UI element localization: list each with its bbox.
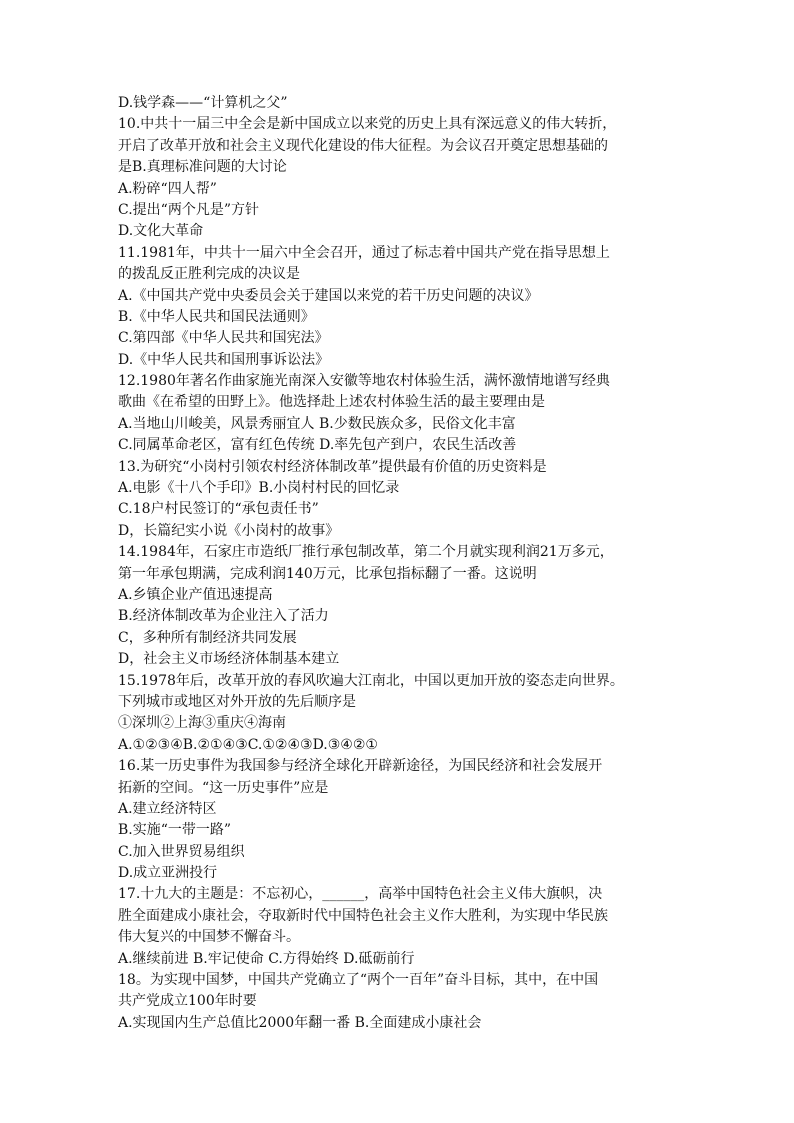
question-11-line: 11.1981年，中共十一届六中全会召开，通过了标志着中国共产党在指导思想上: [118, 244, 610, 261]
option-line: C，多种所有制经济共同发展: [118, 629, 297, 646]
option-line: D，社会主义市场经济体制基本建立: [118, 651, 340, 668]
option-line: A.电影《十八个手印》B.小岗村村民的回忆录: [118, 480, 400, 497]
text-line: 胜全面建成小康社会，夺取新时代中国特色社会主义作大胜利，为实现中华民族: [118, 907, 608, 924]
option-line: D，长篇纪实小说《小岗村的故事》: [118, 522, 340, 539]
text-line: 歌曲《在希望的田野上》。他选择赴上述农村体验生活的最主要理由是: [118, 394, 545, 411]
question-13-line: 13.为研究“小岗村引领农村经济体制改革”提供最有价值的历史资料是: [118, 458, 547, 475]
option-line: A.①②③④B.②①④③C.①②④③D.③④②①: [118, 736, 378, 753]
option-line: C.同属革命老区，富有红色传统 D.率先包产到户，农民生活改善: [118, 437, 517, 454]
option-line: A.粉碎“四人帮”: [118, 180, 217, 197]
option-line: B.《中华人民共和国民法通则》: [118, 308, 315, 325]
option-line: A.继续前进 B.牢记使命 C.方得始终 D.砥砺前行: [118, 950, 415, 967]
option-line: A.当地山川峻美，风景秀丽宜人 B.少数民族众多，民俗文化丰富: [118, 415, 516, 432]
option-line: B.经济体制改革为企业注入了活力: [118, 608, 329, 625]
question-14-line: 14.1984年，石家庄市造纸厂推行承包制改革，第二个月就实现利润21万多元，: [118, 544, 614, 561]
option-line: C.加入世界贸易组织: [118, 843, 245, 860]
option-line: B.实施“一带一路”: [118, 822, 232, 839]
option-line: D.文化大革命: [118, 223, 204, 240]
text-line: ①深圳②上海③重庆④海南: [118, 715, 286, 732]
text-line: 共产党成立100年时要: [118, 993, 257, 1010]
text-line: 第一年承包期满，完成利润140万元，比承包指标翻了一番。这说明: [118, 565, 537, 582]
text-line: D.钱学森——“计算机之父”: [118, 95, 288, 111]
question-12-line: 12.1980年著名作曲家施光南深入安徽等地农村体验生活，满怀激情地谱写经典: [118, 373, 610, 390]
option-line: A.乡镇企业产值迅速提高: [118, 586, 273, 603]
text-line: 伟大复兴的中国梦不懈奋斗。: [118, 929, 300, 946]
question-15-line: 15.1978年后，改革开放的春风吹遍大江南北，中国以更加开放的姿态走向世界。: [118, 672, 624, 689]
option-line: A.建立经济特区: [118, 800, 217, 817]
document-body: [118, 93, 678, 1034]
text-line: 是B.真理标准问题的大讨论: [118, 159, 287, 176]
question-18-line: 18。为实现中国梦，中国共产党确立了“两个一百年”奋斗目标，其中，在中国: [118, 972, 599, 989]
option-line: C.第四部《中华人民共和国宪法》: [118, 330, 329, 347]
text-line: 开启了改革开放和社会主义现代化建设的伟大征程。为会议召开奠定思想基础的: [118, 137, 608, 154]
text-line: 下列城市或地区对外开放的先后顺序是: [118, 693, 356, 710]
option-line: C.提出“两个凡是”方针: [118, 201, 259, 218]
option-line: A.实现国内生产总值比2000年翻一番 B.全面建成小康社会: [118, 1014, 482, 1031]
text-line: 的拨乱反正胜利完成的决议是: [118, 266, 300, 283]
option-line: D.《中华人民共和国刑事诉讼法》: [118, 351, 330, 368]
question-16-line: 16.某一历史事件为我国参与经济全球化开辟新途径，为国民经济和社会发展开: [118, 758, 603, 775]
question-10-line: 10.中共十一届三中全会是新中国成立以来党的历史上具有深远意义的伟大转折，: [118, 116, 617, 133]
option-line: D.成立亚洲投行: [118, 865, 218, 882]
text-line: 拓新的空间。“这一历史事件”应是: [118, 779, 329, 796]
option-line: A.《中国共产党中央委员会关于建国以来党的若干历史问题的决议》: [118, 287, 539, 304]
question-17-line: 17.十九大的主题是：不忘初心，______，高举中国特色社会主义伟大旗帜，决: [118, 886, 603, 903]
option-line: C.18户村民签订的“承包责任书”: [118, 501, 319, 518]
